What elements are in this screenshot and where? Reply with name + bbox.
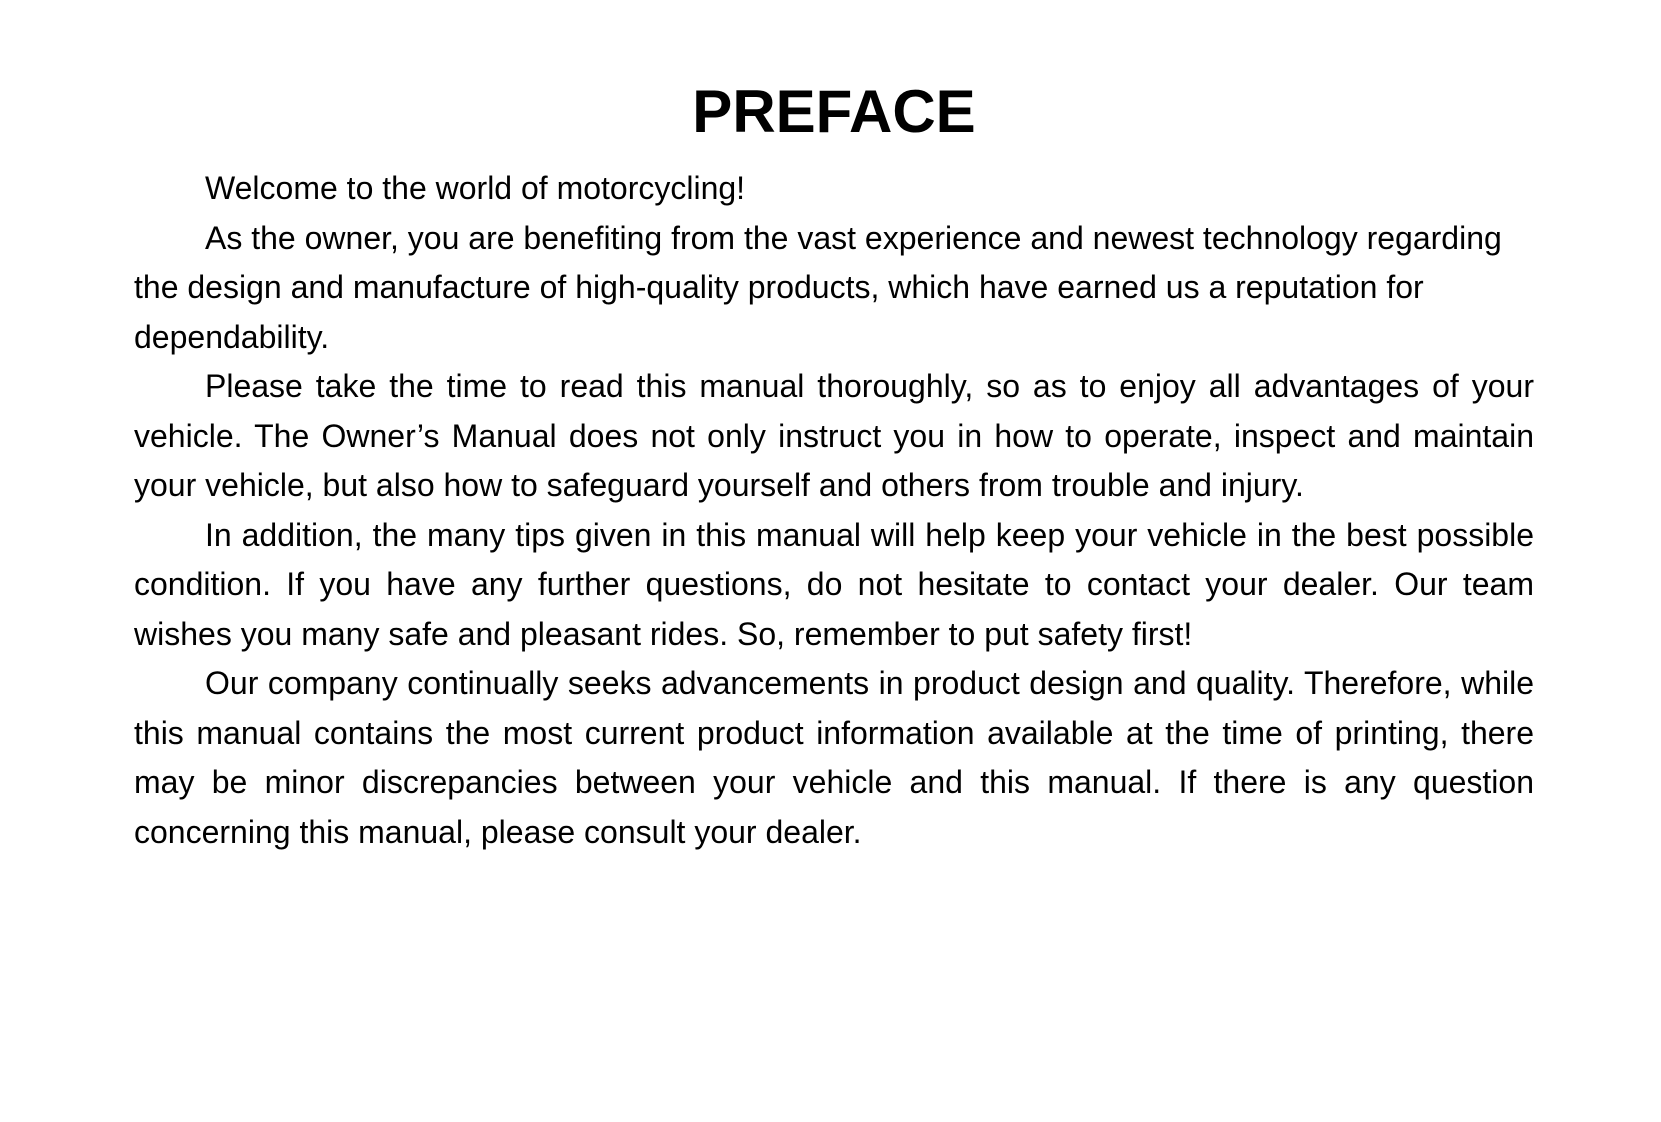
paragraph-advancements: Our company continually seeks advancements in product design and quality. Therefore, while this manual contains the most current product information available at the time of printing, there may be minor discrepancies between your vehicle and this manual. If there is any question concerning this manual, please consult your dealer. xyxy=(134,665,1534,850)
paragraph-read-manual: Please take the time to read this manual thoroughly, so as to enjoy all advantages of your vehicle. The Owner’s Manual does not only instruct you in how to operate, inspect and maintain your vehicle, but also how to safeguard yourself and others from trouble and injury. xyxy=(134,368,1534,503)
paragraph-owner: As the owner, you are benefiting from the vast experience and newest technology regarding the design and manufacture of high-quality products, which have earned us a reputation for dependability. xyxy=(134,219,1502,355)
document-page xyxy=(134,70,1534,857)
paragraph-tips: In addition, the many tips given in this manual will help keep your vehicle in the best possible condition. If you have any further questions, do not hesitate to contact your dealer. Our team wishes you many safe and pleasant rides. So, remember to put safety first! xyxy=(134,516,1534,652)
page-title: PREFACE xyxy=(692,78,976,145)
paragraph-welcome: Welcome to the world of motorcycling! xyxy=(205,170,746,206)
